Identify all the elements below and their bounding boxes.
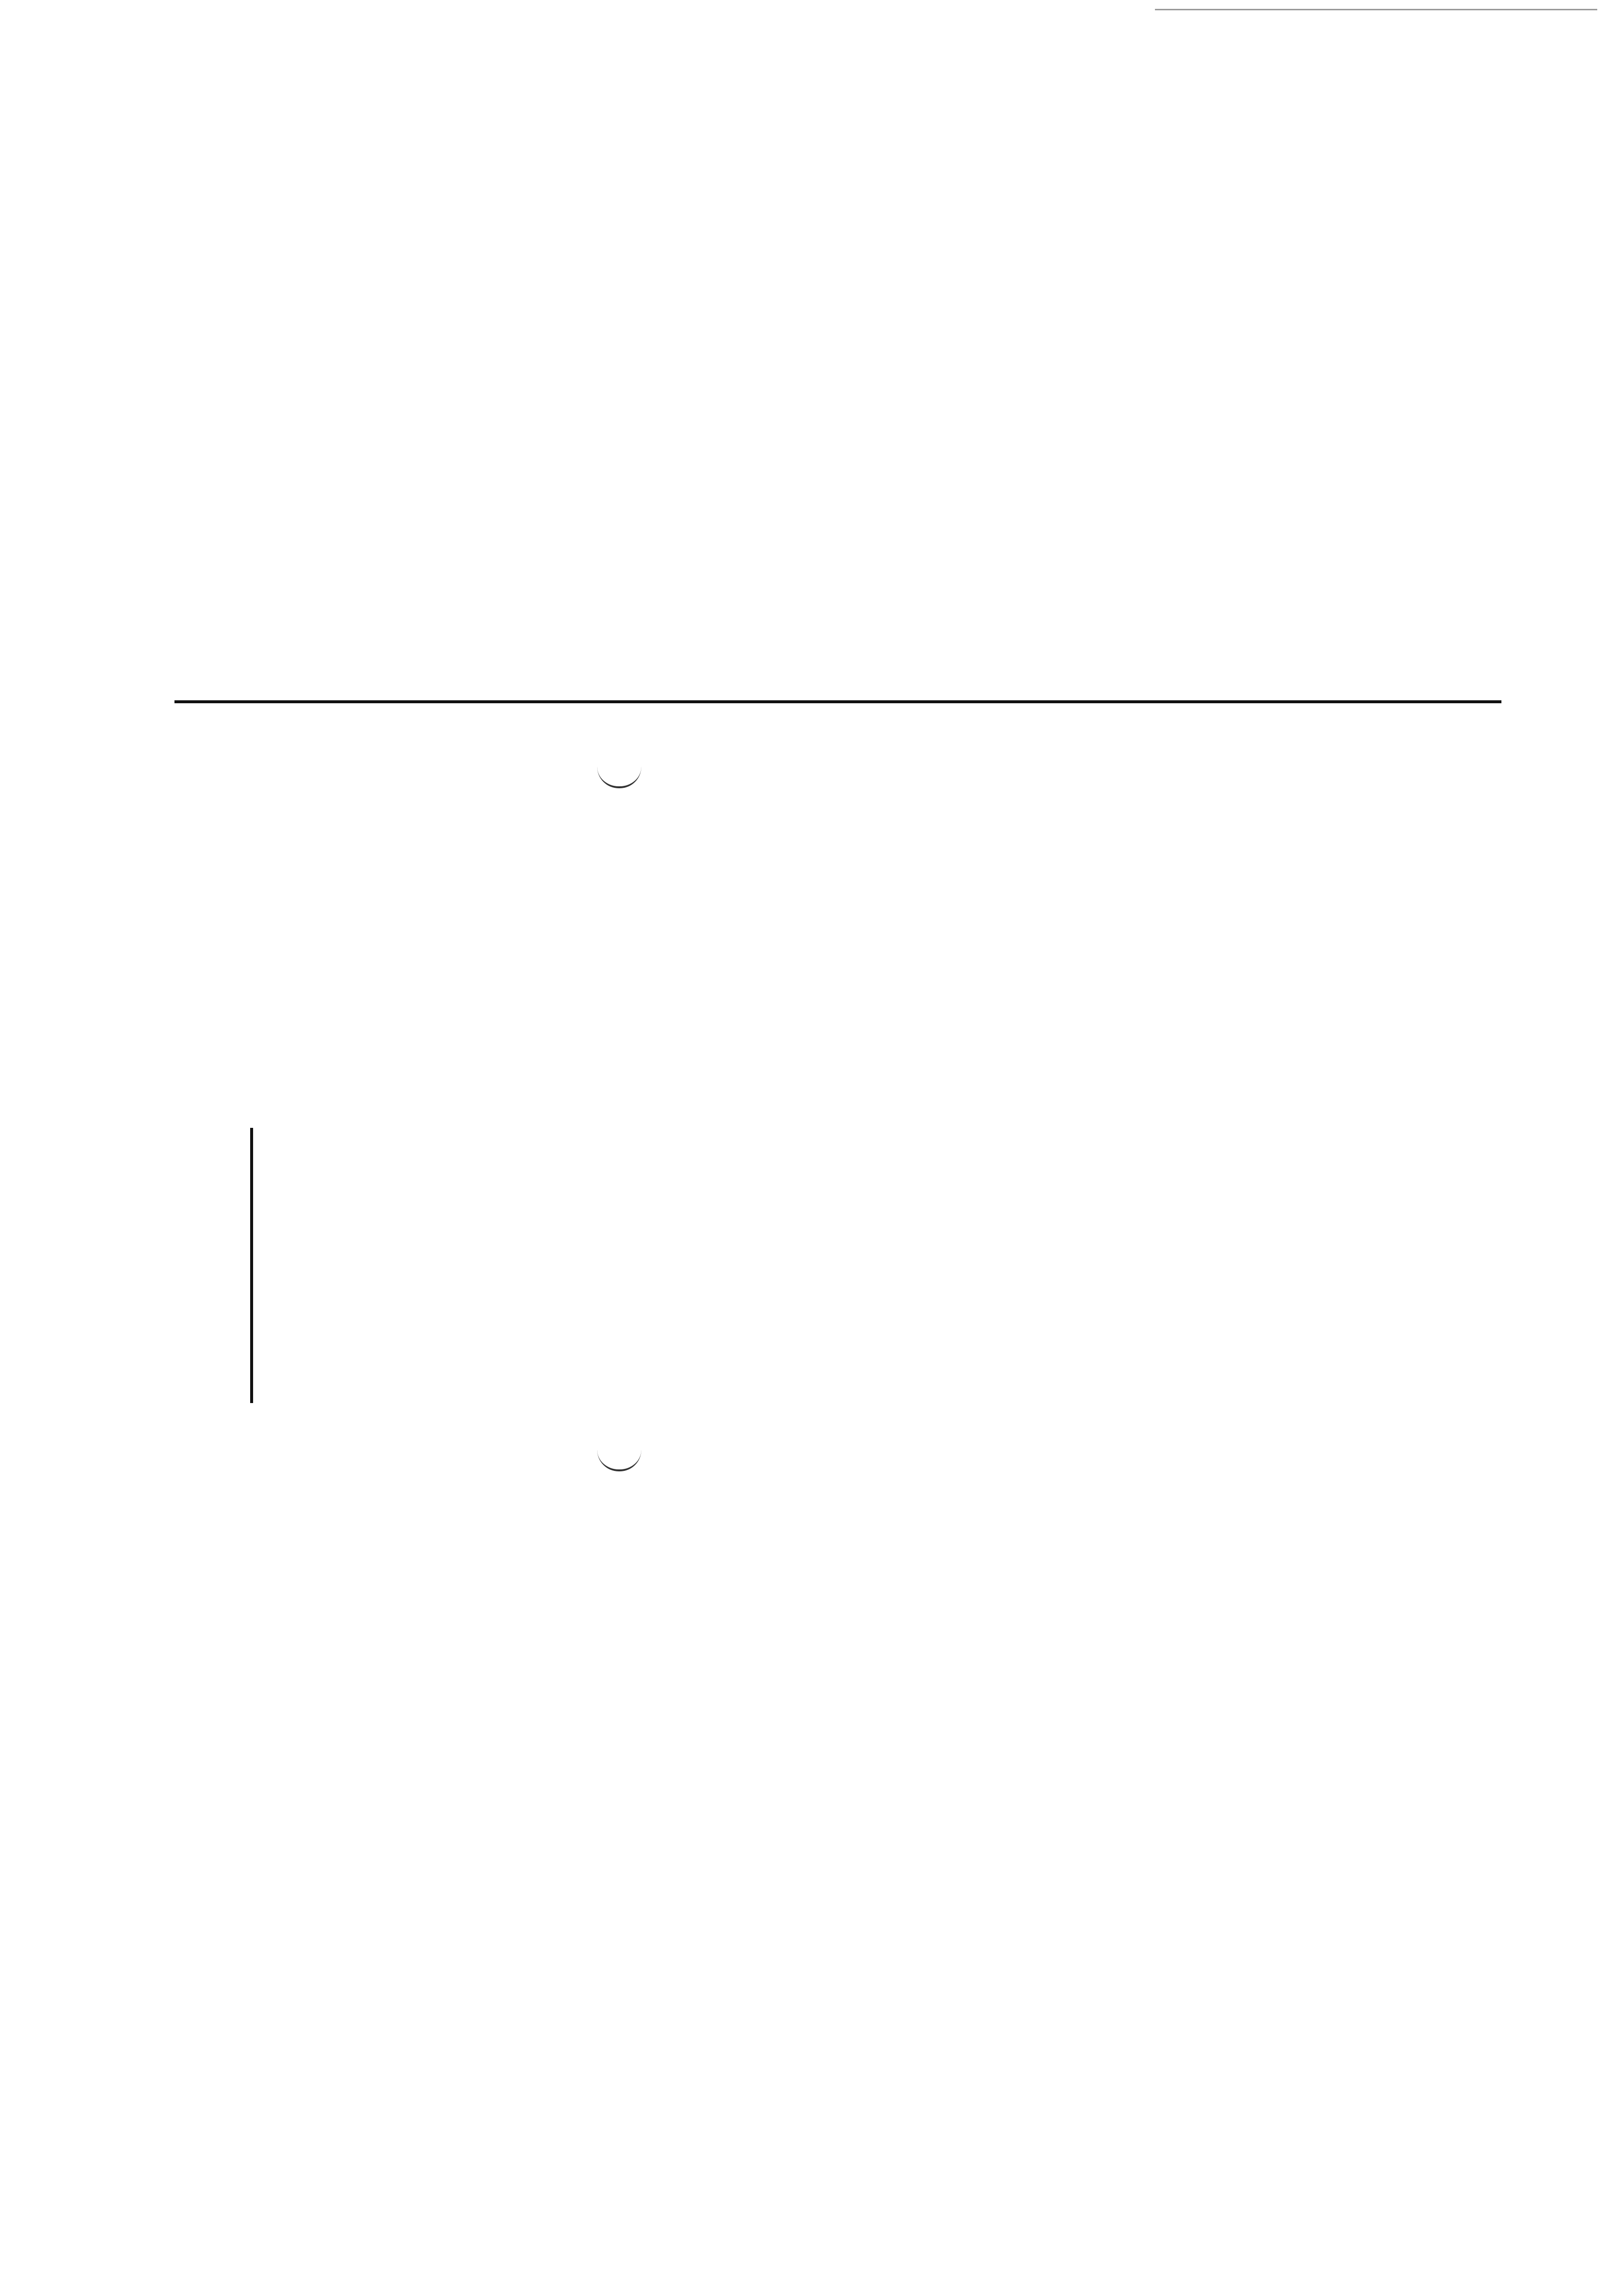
scan-top-edge-line (1155, 9, 1597, 10)
end-rule (250, 1128, 253, 1403)
article-column-6 (174, 1904, 1501, 2219)
headline-block (740, 730, 754, 1103)
newspaper-article (174, 91, 1501, 2229)
column-rule-after-lead (174, 700, 1501, 703)
article-column-2 (764, 1128, 1501, 1501)
article-column-1 (764, 730, 1501, 1103)
article-column-3 (764, 1526, 1501, 1899)
article-column-5 (263, 1526, 754, 1899)
article-column-4 (263, 1128, 754, 1501)
